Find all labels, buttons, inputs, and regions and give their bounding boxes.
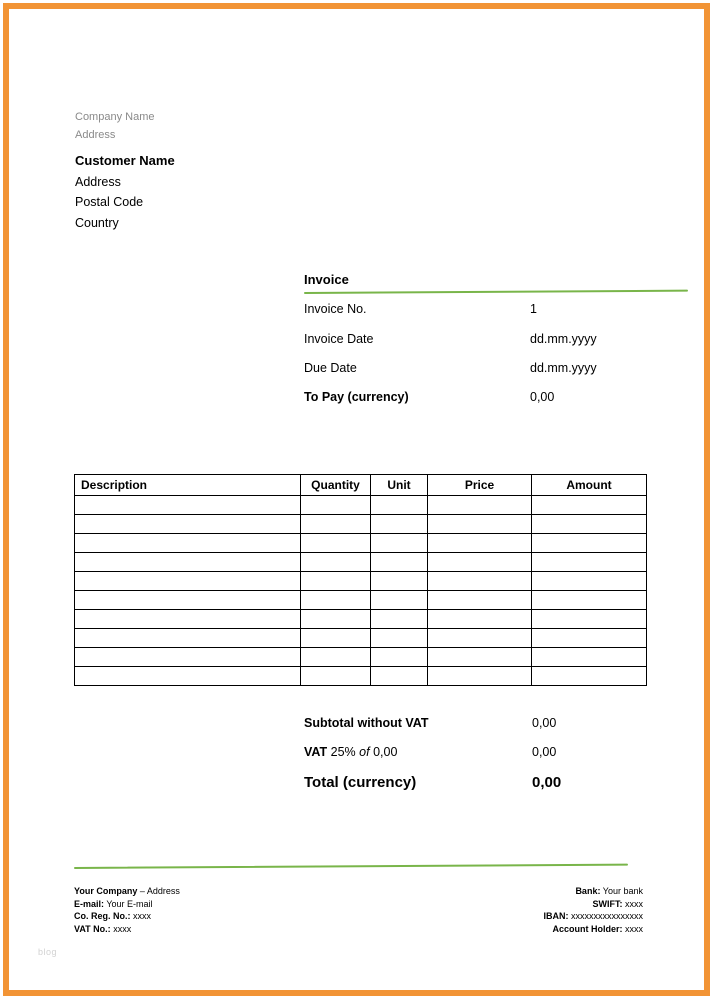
empty-cell [428,515,532,534]
subtotal-row [304,716,688,730]
empty-cell [371,648,428,667]
empty-cell [532,629,647,648]
due-date-row [304,361,688,381]
line-items-body [75,496,647,686]
empty-cell [428,648,532,667]
footer-account-holder-line [543,923,643,936]
vat-of-word: of [359,745,370,759]
invoice-number-row [304,302,688,322]
total-label: Total (currency) [304,774,417,791]
sender-company-name: Company Name [75,111,155,123]
empty-cell [371,553,428,572]
invoice-number-label: Invoice No. [304,302,367,316]
footer-rule [74,864,628,869]
line-item-empty-row [75,629,647,648]
empty-cell [371,515,428,534]
vat-row [304,745,688,759]
customer-postal-code: Postal Code [75,195,144,209]
footer-coreg-value: xxxx [133,911,152,922]
customer-address: Address [75,174,121,189]
empty-cell [371,572,428,591]
empty-cell [75,610,301,629]
empty-cell [371,534,428,553]
empty-cell [301,648,371,667]
empty-cell [301,553,371,572]
line-items-table [74,474,647,686]
empty-cell [75,496,301,515]
footer-iban-label: IBAN: [543,911,569,922]
empty-cell [301,667,371,686]
footer-vatno-value: xxxx [113,923,132,934]
to-pay-value: 0,00 [530,390,555,404]
customer-name: Customer Name [75,153,175,168]
footer-company-value: – Address [139,886,180,896]
vat-base-amount: 0,00 [373,745,398,759]
invoice-title-rule [304,290,688,294]
header-price: Price [428,475,532,496]
empty-cell [301,572,371,591]
footer-iban-line [543,910,643,923]
header-quantity: Quantity [301,475,371,496]
footer-account-holder-value: xxxx [625,923,643,934]
customer-block [75,151,175,233]
total-row [304,774,688,791]
line-item-empty-row [75,572,647,591]
to-pay-label: To Pay (currency) [304,390,409,404]
empty-cell [428,610,532,629]
footer-company-label: Your Company [74,886,138,896]
empty-cell [532,667,647,686]
empty-cell [301,515,371,534]
line-item-empty-row [75,610,647,629]
empty-cell [75,534,301,553]
empty-cell [75,553,301,572]
empty-cell [301,496,371,515]
subtotal-label: Subtotal without VAT [304,716,429,730]
line-item-empty-row [75,496,647,515]
footer-email-line [74,898,180,911]
subtotal-value: 0,00 [532,716,557,730]
footer-vatno-line [74,923,180,936]
footer-coreg-line [74,910,180,923]
empty-cell [428,591,532,610]
to-pay-row [304,390,688,410]
footer-company-line [74,885,180,898]
empty-cell [371,591,428,610]
empty-cell [301,629,371,648]
empty-cell [301,591,371,610]
footer-account-holder-label: Account Holder: [552,923,623,934]
empty-cell [532,553,647,572]
line-item-empty-row [75,591,647,610]
header-amount: Amount [532,475,647,496]
empty-cell [428,496,532,515]
footer-bank-label: Bank: [575,886,601,896]
due-date-label: Due Date [304,361,357,375]
footer-bank-line [543,885,643,898]
empty-cell [428,534,532,553]
footer-swift-value: xxxx [625,898,643,909]
empty-cell [371,496,428,515]
empty-cell [371,610,428,629]
footer-bank-info [543,885,643,935]
empty-cell [532,610,647,629]
footer-vatno-label: VAT No.: [74,923,111,934]
sender-block [75,108,154,144]
invoice-date-value: dd.mm.yyyy [530,332,597,346]
empty-cell [75,629,301,648]
empty-cell [301,610,371,629]
line-item-empty-row [75,534,647,553]
footer-company-info [74,885,180,935]
empty-cell [532,496,647,515]
empty-cell [75,667,301,686]
empty-cell [428,553,532,572]
total-value: 0,00 [532,774,562,791]
empty-cell [371,667,428,686]
line-items-table-wrapper [74,474,647,686]
empty-cell [75,572,301,591]
empty-cell [371,629,428,648]
empty-cell [75,591,301,610]
footer-email-label: E-mail: [74,898,105,909]
customer-country: Country [75,215,119,230]
line-item-empty-row [75,553,647,572]
empty-cell [428,572,532,591]
invoice-date-row [304,332,688,352]
empty-cell [301,534,371,553]
empty-cell [532,648,647,667]
line-item-empty-row [75,648,647,667]
empty-cell [75,515,301,534]
empty-cell [532,591,647,610]
footer-iban-value: xxxxxxxxxxxxxxxx [571,911,643,922]
invoice-title: Invoice [304,272,349,287]
watermark-text: blog [38,947,58,957]
line-item-empty-row [75,515,647,534]
empty-cell [75,648,301,667]
header-description: Description [75,475,301,496]
empty-cell [428,629,532,648]
invoice-number-value: 1 [530,302,537,316]
empty-cell [532,515,647,534]
empty-cell [428,667,532,686]
footer-swift-label: SWIFT: [592,898,623,909]
vat-rate: 25% [330,745,356,759]
empty-cell [532,534,647,553]
empty-cell [532,572,647,591]
footer-coreg-label: Co. Reg. No.: [74,911,131,922]
header-unit: Unit [371,475,428,496]
table-header-row [75,475,647,496]
footer-swift-line [543,898,643,911]
footer-bank-value: Your bank [602,886,643,896]
vat-value: 0,00 [532,745,557,759]
line-item-empty-row [75,667,647,686]
invoice-date-label: Invoice Date [304,332,374,346]
vat-label-prefix: VAT [304,745,328,759]
sender-address: Address [75,129,116,141]
footer-email-value: Your E-mail [106,898,153,909]
due-date-value: dd.mm.yyyy [530,361,597,375]
